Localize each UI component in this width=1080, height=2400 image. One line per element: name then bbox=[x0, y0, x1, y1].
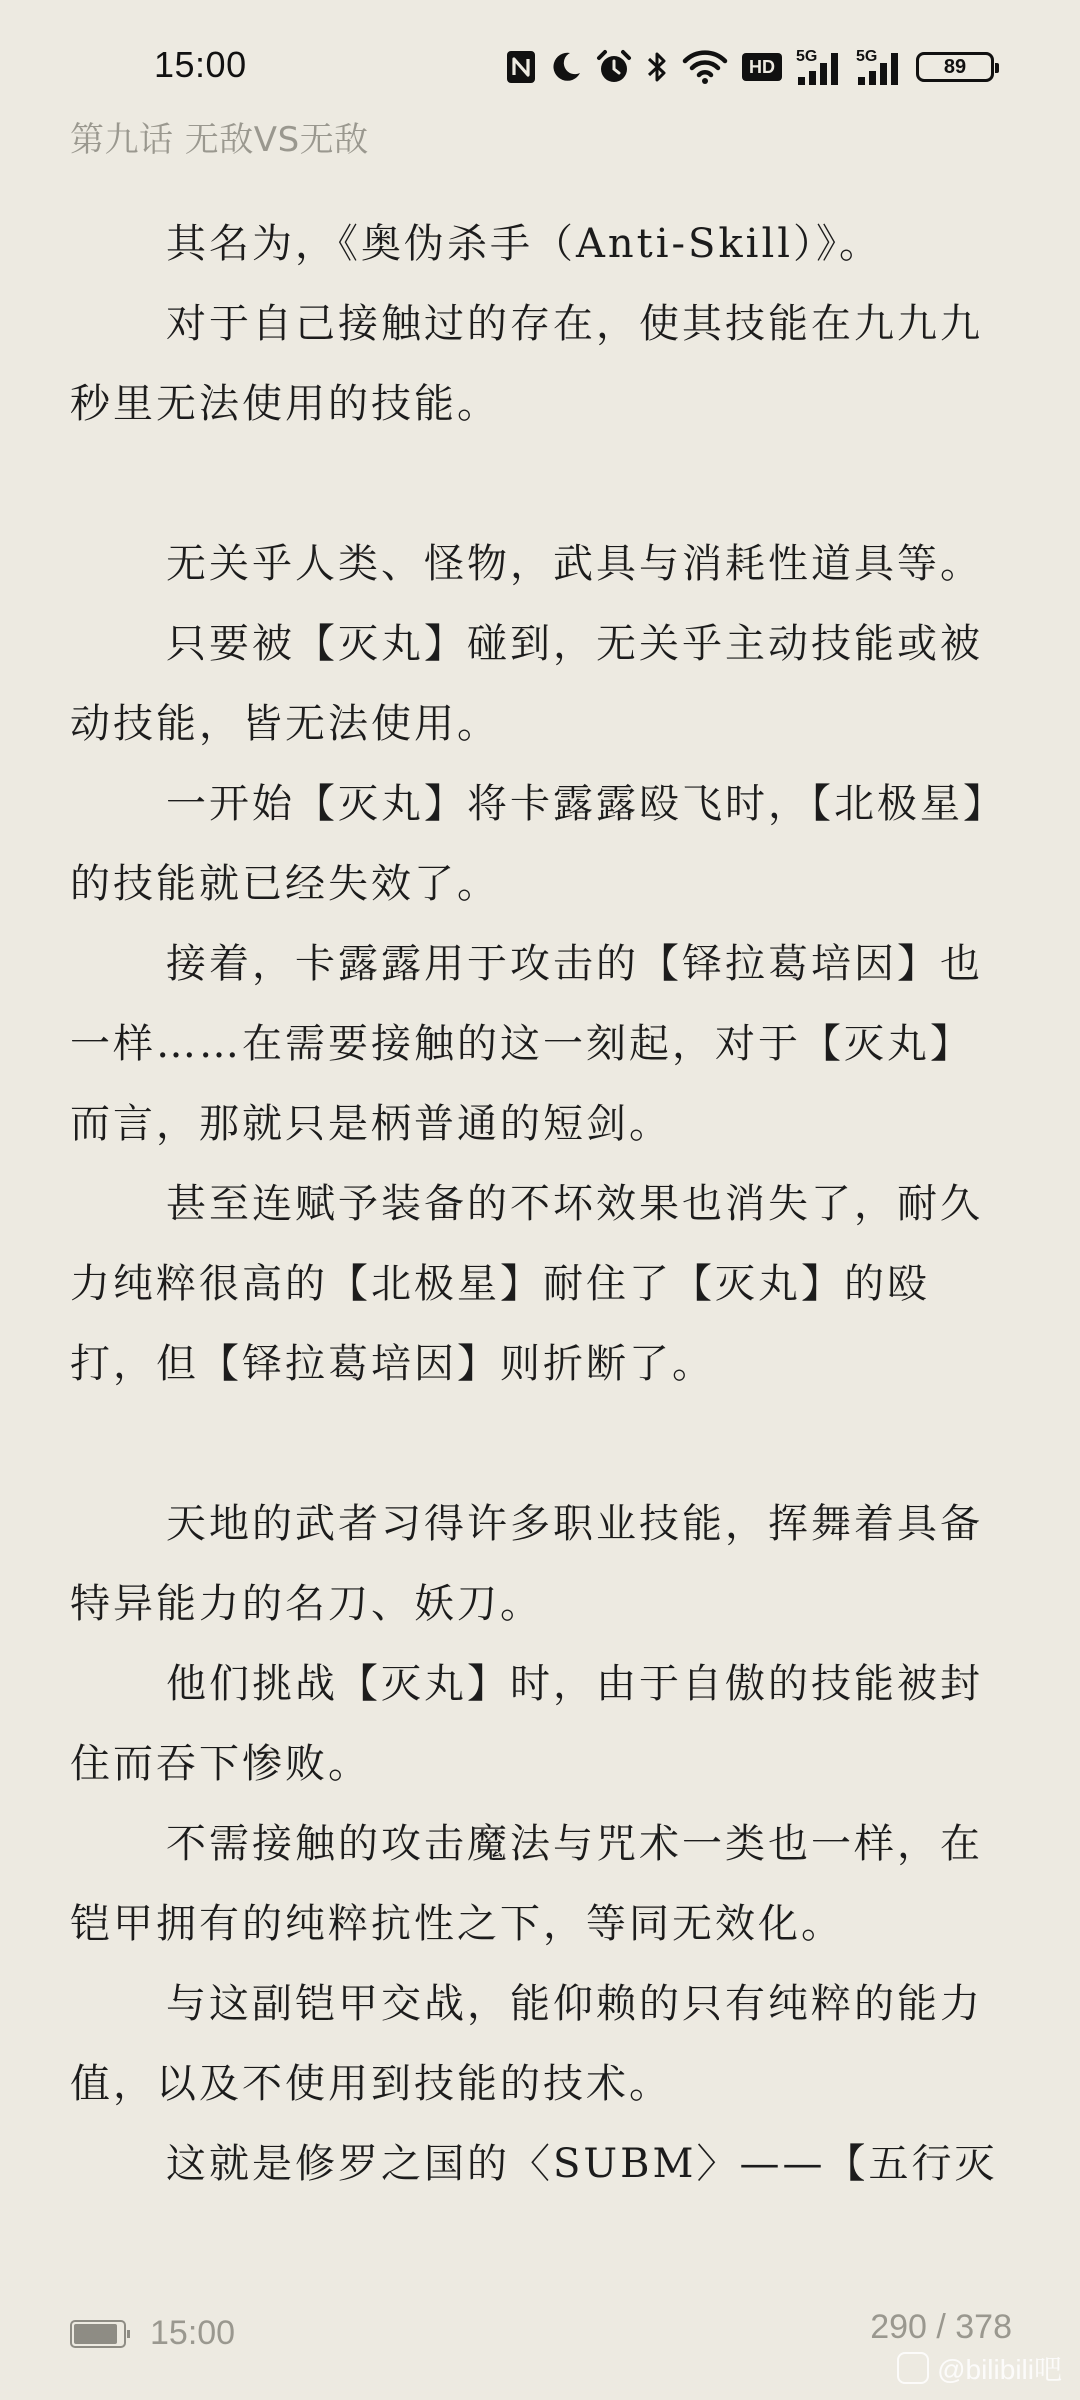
bluetooth-icon bbox=[646, 49, 668, 85]
blank-line bbox=[70, 444, 1014, 524]
signal-label: 5G bbox=[796, 48, 818, 65]
paragraph: 对于自己接触过的存在，使其技能在九九九秒里无法使用的技能。 bbox=[70, 301, 983, 427]
hd-label: HD bbox=[749, 57, 775, 77]
footer-time: 15:00 bbox=[150, 2314, 236, 2352]
paragraph: 天地的武者习得许多职业技能，挥舞着具备特异能力的名刀、妖刀。 bbox=[70, 1501, 983, 1627]
status-time: 15:00 bbox=[154, 44, 247, 85]
status-bar bbox=[0, 0, 1080, 130]
paragraph: 甚至连赋予装备的不坏效果也消失了，耐久力纯粹很高的【北极星】耐住了【灭丸】的殴打，但【铎拉葛培因】则折断了。 bbox=[70, 1181, 983, 1387]
alarm-icon bbox=[596, 49, 632, 85]
hd-icon bbox=[742, 53, 782, 81]
paragraph: 无关乎人类、怪物，武具与消耗性道具等。 bbox=[166, 541, 983, 587]
blank-line bbox=[70, 1404, 1014, 1484]
bilibili-logo-icon bbox=[897, 2352, 929, 2384]
paragraph: 其名为，《奥伪杀手（Anti-Skill）》。 bbox=[166, 221, 883, 267]
wifi-icon bbox=[682, 49, 728, 85]
watermark-text: @bilibili吧 bbox=[937, 2354, 1062, 2385]
battery-level: 89 bbox=[943, 56, 967, 78]
paragraph: 与这副铠甲交战，能仰赖的只有纯粹的能力值，以及不使用到技能的技术。 bbox=[70, 1981, 983, 2107]
footer-battery-fill bbox=[74, 2324, 117, 2344]
paragraph: 不需接触的攻击魔法与咒术一类也一样，在铠甲拥有的纯粹抗性之下，等同无效化。 bbox=[70, 1821, 983, 1947]
status-icons bbox=[506, 46, 994, 88]
chapter-title: 第九话 无敌VS无敌 bbox=[70, 120, 369, 160]
paragraph: 他们挑战【灭丸】时，由于自傲的技能被封住而吞下惨败。 bbox=[70, 1661, 983, 1787]
reader-content[interactable] bbox=[70, 204, 1014, 2204]
page-indicator: 290 / 378 bbox=[870, 2308, 1012, 2346]
watermark bbox=[897, 2348, 1062, 2388]
battery-icon bbox=[916, 52, 994, 82]
footer-battery-icon bbox=[70, 2320, 126, 2348]
signal-5g-icon bbox=[796, 49, 842, 85]
nfc-icon bbox=[506, 50, 536, 84]
signal-label: 5G bbox=[856, 48, 878, 65]
signal-5g-icon bbox=[856, 49, 902, 85]
paragraph: 只要被【灭丸】碰到，无关乎主动技能或被动技能，皆无法使用。 bbox=[70, 621, 983, 747]
moon-icon bbox=[550, 50, 582, 84]
paragraph: 一开始【灭丸】将卡露露殴飞时，【北极星】的技能就已经失效了。 bbox=[70, 781, 1006, 907]
paragraph: 接着，卡露露用于攻击的【铎拉葛培因】也一样……在需要接触的这一刻起，对于【灭丸】而言，那就只是柄普通的短剑。 bbox=[70, 941, 983, 1147]
paragraph: 这就是修罗之国的〈SUBM〉——【五行灭 bbox=[166, 2141, 998, 2187]
